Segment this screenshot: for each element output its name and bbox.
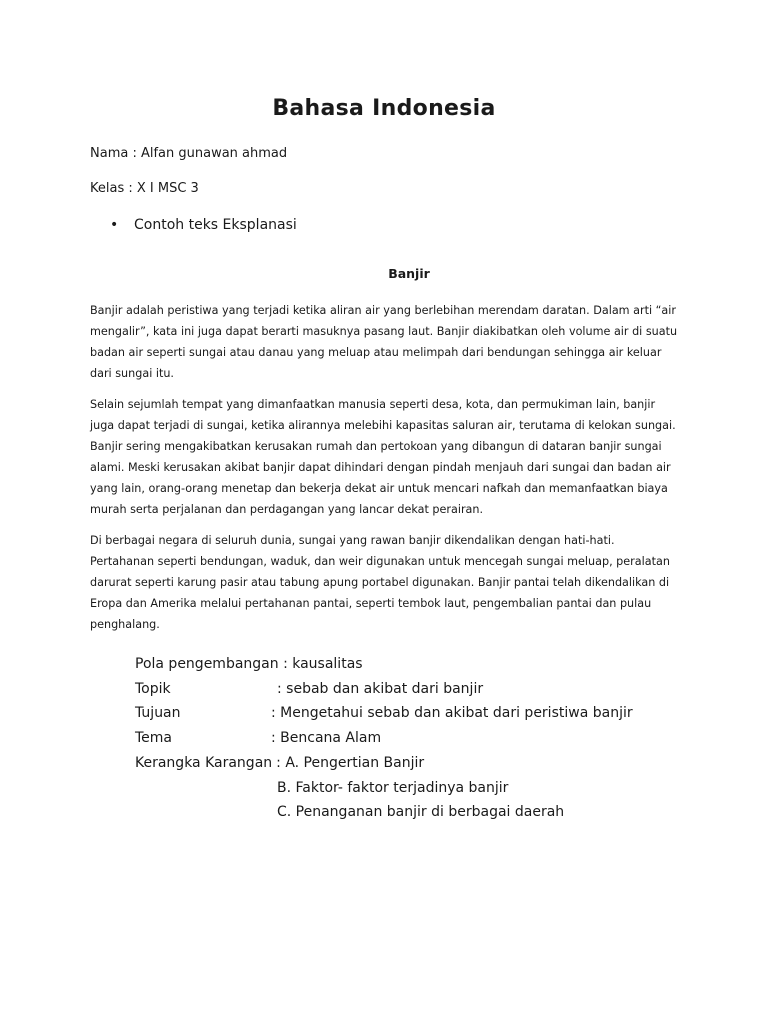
outline-section	[135, 652, 695, 825]
outline-tujuan-value: : Mengetahui sebab dan akibat dari peristiwa banjir	[271, 705, 633, 722]
outline-pola	[135, 652, 695, 677]
document-title: Bahasa Indonesia	[272, 96, 496, 121]
paragraph-2: Selain sejumlah tempat yang dimanfaatkan manusia seperti desa, kota, dan permukiman lain, banjir juga dapat terjadi di sungai, ketika alirannya melebihi kapasitas saluran air, terutama di kelokan sungai. Banjir sering mengakibatkan kerusakan rumah dan pertokoan yang dibangun di dataran banjir sungai alami. Meski kerusakan akibat banjir dapat dihindari dengan pindah menjauh dari sungai dan badan air yang lain, orang-orang menetap dan bekerja dekat air untuk mencari nafkah dan memanfaatkan biaya murah serta perjalanan dan perdagangan yang lancar dekat perairan.	[90, 398, 676, 516]
outline-tujuan	[135, 701, 695, 726]
body-text	[90, 300, 682, 645]
bullet-icon: •	[110, 217, 119, 233]
outline-pola-text: Pola pengembangan : kausalitas	[135, 656, 363, 672]
paragraph-3: Di berbagai negara di seluruh dunia, sungai yang rawan banjir dikendalikan dengan hati-hati. Pertahanan seperti bendungan, waduk, dan weir digunakan untuk mencegah sungai meluap, peralatan darurat seperti karung pasir atau tabung apung portabel digunakan. Banjir pantai telah dikendalikan di Eropa dan Amerika melalui pertahanan pantai, seperti tembok laut, pengembalian pantai dan pulau penghalang.	[90, 534, 670, 631]
outline-topik-label: Topik	[135, 680, 171, 697]
outline-topik-value: : sebab dan akibat dari banjir	[277, 680, 484, 697]
outline-kerangka-b	[135, 776, 695, 801]
outline-kerangka-c-text: C. Penanganan banjir di berbagai daerah	[277, 804, 565, 821]
bullet-item	[110, 217, 297, 233]
section-title: Banjir	[388, 266, 430, 281]
outline-kerangka-b-text: B. Faktor- faktor terjadinya banjir	[277, 779, 509, 796]
outline-kerangka-c	[135, 800, 695, 825]
outline-kerangka-label: Kerangka Karangan	[135, 754, 273, 771]
outline-kerangka	[135, 751, 695, 776]
outline-tema-value: : Bencana Alam	[271, 730, 382, 747]
outline-tema	[135, 726, 695, 751]
student-class: Kelas : X I MSC 3	[90, 181, 199, 196]
student-name: Nama : Alfan gunawan ahmad	[90, 146, 288, 161]
bullet-text: Contoh teks Eksplanasi	[134, 217, 297, 233]
outline-tujuan-label: Tujuan	[135, 705, 181, 722]
outline-topik	[135, 677, 695, 702]
outline-tema-label: Tema	[135, 730, 173, 747]
paragraph-1: Banjir adalah peristiwa yang terjadi ketika aliran air yang berlebihan merendam daratan. Dalam arti “air mengalir”, kata ini juga dapat berarti masuknya pasang laut. Banjir diakibatkan oleh volume air di suatu badan air seperti sungai atau danau yang meluap atau melimpah dari bendungan sehingga air keluar dari sungai itu.	[90, 304, 678, 380]
outline-kerangka-value: : A. Pengertian Banjir	[276, 754, 425, 771]
